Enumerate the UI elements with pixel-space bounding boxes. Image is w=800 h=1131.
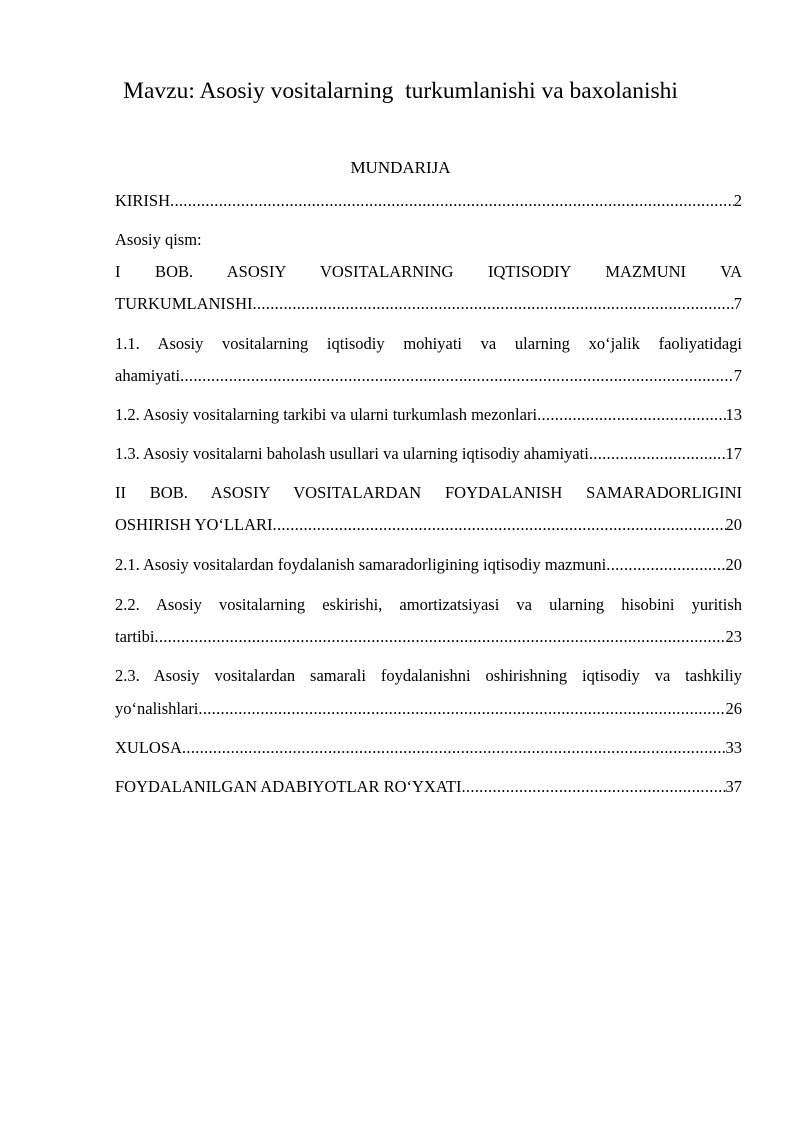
toc-page-number: 37 (725, 777, 742, 796)
toc-leader-dots (198, 698, 725, 720)
toc-entry-text: TURKUMLANISHI (115, 294, 253, 313)
toc-entry-text: XULOSA (115, 738, 182, 757)
toc-entry-chapter1[interactable] (115, 293, 742, 315)
toc-entry-xulosa[interactable] (115, 737, 742, 759)
toc-s2-3-line1[interactable]: 2.3. Asosiy vositalardan samarali foydalanishni oshirishning iqtisodiy va tashkiliy (115, 666, 742, 685)
toc-chapter2-line1[interactable]: II BOB. ASOSIY VOSITALARDAN FOYDALANISH SAMARADORLIGINI (115, 483, 742, 502)
toc-leader-dots (589, 443, 726, 465)
toc-page-number: 13 (725, 405, 742, 424)
toc-entry-text: 1.3. Asosiy vositalarni baholash usullari va ularning iqtisodiy ahamiyati (115, 444, 589, 463)
toc-page-number: 17 (725, 444, 742, 463)
toc-s2-2-line1[interactable]: 2.2. Asosiy vositalarning eskirishi, amortizatsiyasi va ularning hisobini yuritish (115, 595, 742, 614)
toc-entry-s1-2[interactable] (115, 404, 742, 426)
contents-heading-text: MUNDARIJA (350, 158, 451, 177)
toc-page-number: 26 (725, 699, 742, 718)
toc-chapter1-line1[interactable]: I BOB. ASOSIY VOSITALARNING IQTISODIY MAZMUNI VA (115, 262, 742, 281)
toc-leader-dots (180, 365, 734, 387)
toc-entry-text: FOYDALANILGAN ADABIYOTLAR RO‘YXATI (115, 777, 462, 796)
toc-leader-dots (182, 737, 726, 759)
toc-entry-text: 1.2. Asosiy vositalarning tarkibi va ularni turkumlash mezonlari (115, 405, 538, 424)
toc-entry-text: KIRISH (115, 191, 171, 210)
toc-page-number: 20 (725, 515, 742, 534)
toc-s1-1-line1[interactable]: 1.1. Asosiy vositalarning iqtisodiy mohiyati va ularning xo‘jalik faoliyatidagi (115, 334, 742, 353)
toc-leader-dots (606, 554, 725, 576)
toc-entry-s1-3[interactable] (115, 443, 742, 465)
toc-entry-text: 2.1. Asosiy vositalardan foydalanish samaradorligining iqtisodiy mazmuni (115, 555, 607, 574)
toc-entry-references[interactable] (115, 776, 742, 798)
toc-leader-dots (170, 190, 734, 212)
toc-leader-dots (273, 514, 726, 536)
toc-page-number: 23 (725, 627, 742, 646)
document-title: Mavzu: Asosiy vositalarning turkumlanishi va baxolanishi (123, 78, 678, 104)
toc-entry-text: tartibi (115, 627, 155, 646)
toc-page-number: 7 (733, 294, 742, 313)
toc-leader-dots (537, 404, 725, 426)
toc-entry-text: OSHIRISH YO‘LLARI (115, 515, 273, 534)
toc-page-number: 20 (725, 555, 742, 574)
toc-page-number: 7 (733, 366, 742, 385)
toc-leader-dots (253, 293, 734, 315)
contents-heading (0, 158, 800, 178)
toc-entry-chapter2[interactable] (115, 514, 742, 536)
main-part-label: Asosiy qism: (115, 230, 202, 249)
toc-entry-kirish[interactable] (115, 190, 742, 212)
toc-entry-text: yo‘nalishlari (115, 699, 199, 718)
toc-entry-s2-1[interactable] (115, 554, 742, 576)
toc-leader-dots (461, 776, 725, 798)
toc-entry-text: ahamiyati (115, 366, 181, 385)
toc-page-number: 2 (733, 191, 742, 210)
toc-leader-dots (154, 626, 725, 648)
toc-entry-s2-3[interactable] (115, 698, 742, 720)
toc-page-number: 33 (725, 738, 742, 757)
toc-entry-s2-2[interactable] (115, 626, 742, 648)
toc-entry-s1-1[interactable] (115, 365, 742, 387)
